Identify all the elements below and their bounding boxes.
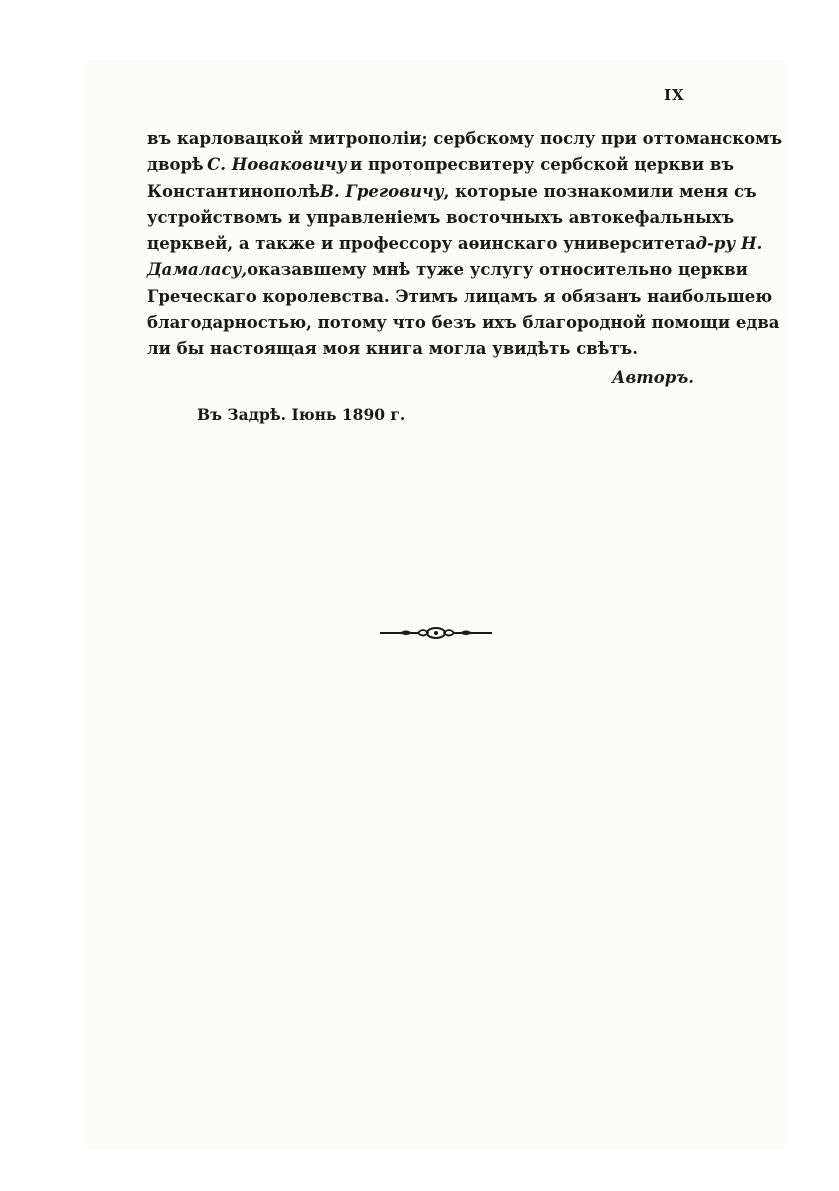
author-signature: Авторъ. xyxy=(612,368,695,387)
line-text: въ карловацкой митрополіи; сербскому послу при оттоманскомъ xyxy=(147,129,783,148)
person-name-gregovich: В. Греговичу xyxy=(320,181,444,201)
line-text: и протопресвитеру сербской церкви въ xyxy=(349,155,734,175)
text-line xyxy=(147,310,780,336)
person-name-damalas-title: д-ру Н. xyxy=(695,234,763,254)
text-line xyxy=(147,257,748,283)
text-line xyxy=(147,336,734,362)
text-line xyxy=(147,179,757,205)
decorative-divider-icon xyxy=(380,624,492,642)
line-text: ли бы настоящая моя книга могла увидѣть свѣтъ. xyxy=(147,339,638,359)
text-line xyxy=(147,284,773,310)
line-text: Константинополѣ xyxy=(147,181,320,201)
text-line xyxy=(147,152,734,178)
text-line xyxy=(147,126,783,152)
text-line xyxy=(147,205,734,231)
line-text: Греческаго королевства. Этимъ лицамъ я обязанъ наибольшею xyxy=(147,286,773,306)
line-text: , которые познакомили меня съ xyxy=(443,181,757,201)
person-name-novakovich: С. Новаковичу xyxy=(207,155,347,175)
line-text: дворѣ xyxy=(147,155,204,175)
line-text: устройствомъ и управленіемъ восточныхъ автокефальныхъ xyxy=(147,207,735,227)
place-and-date: Въ Задрѣ. Іюнь 1890 г. xyxy=(197,405,406,424)
page-number: IX xyxy=(664,86,685,104)
line-text: церквей, а также и профессору аѳинскаго университета xyxy=(147,234,696,254)
line-text: оказавшему мнѣ туже услугу относительно церкви xyxy=(247,260,748,280)
line-text: благодарностью, потому что безъ ихъ благородной помощи едва xyxy=(147,313,780,333)
body-paragraph xyxy=(147,126,783,363)
person-name-damalas: Дамаласу, xyxy=(147,260,248,280)
text-line xyxy=(147,231,763,257)
